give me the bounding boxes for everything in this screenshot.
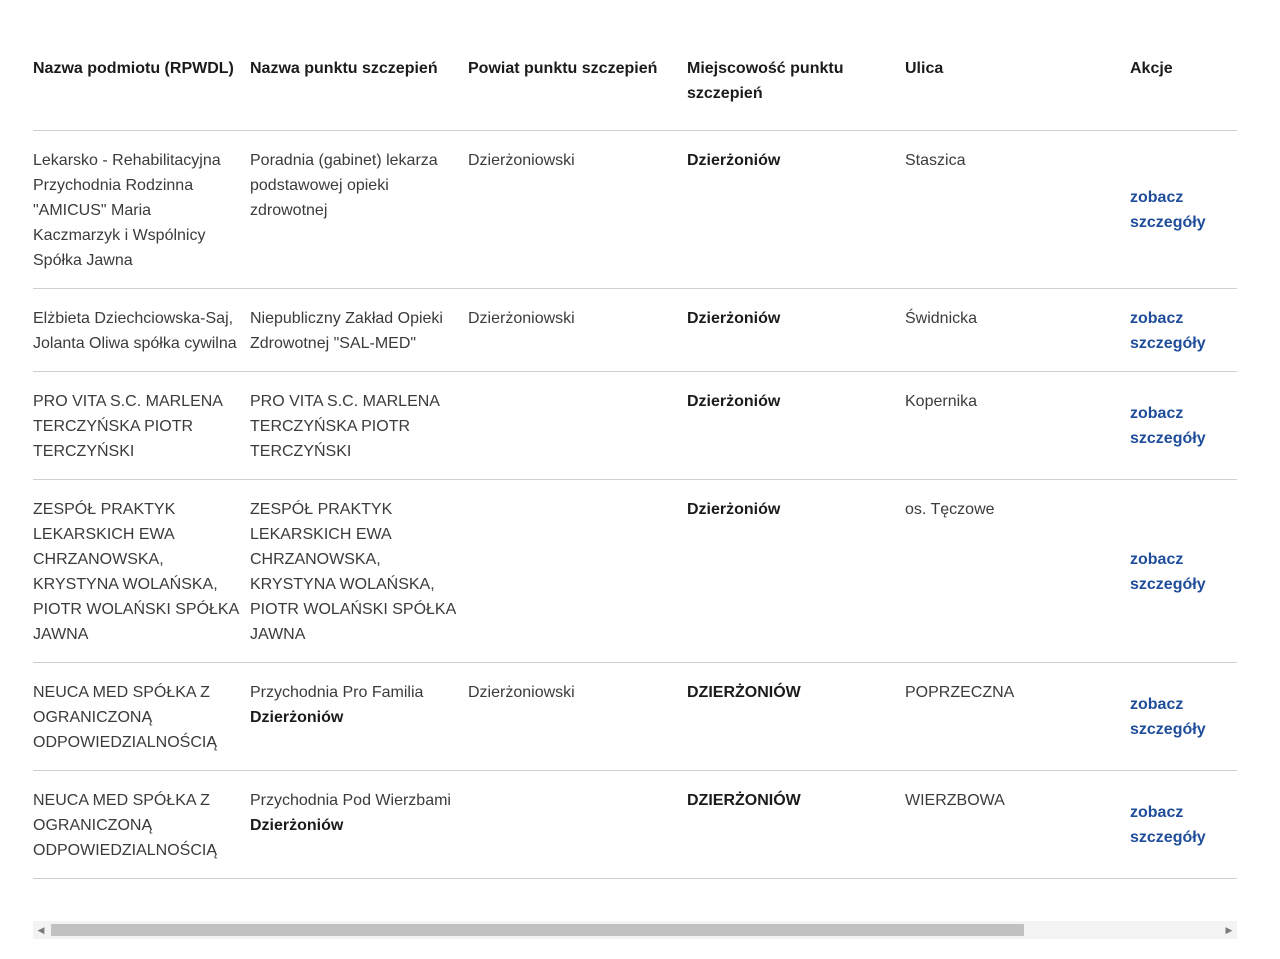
- cell-entity: Elżbieta Dziechciowska-Saj, Jolanta Oliwa spółka cywilna: [33, 288, 250, 371]
- cell-point-name: [250, 130, 468, 288]
- point-name-highlight: Dzierżoniów: [250, 816, 344, 834]
- cell-county: [468, 371, 687, 479]
- point-name-text: Przychodnia Pro Familia: [250, 683, 424, 701]
- cell-point-name: [250, 288, 468, 371]
- point-name-text: Poradnia (gabinet) lekarza podstawowej opieki zdrowotnej: [250, 151, 438, 219]
- cell-street: WIERZBOWA: [905, 770, 1105, 878]
- cell-street: POPRZECZNA: [905, 662, 1105, 770]
- vaccination-points-table-container: [33, 44, 1237, 879]
- cell-entity: NEUCA MED SPÓŁKA Z OGRANICZONĄ ODPOWIEDZIALNOŚCIĄ: [33, 770, 250, 878]
- cell-city: Dzierżoniów: [687, 130, 905, 288]
- cell-actions: [1105, 371, 1237, 479]
- cell-actions: [1105, 770, 1237, 878]
- point-name-text: ZESPÓŁ PRAKTYK LEKARSKICH EWA CHRZANOWSKA, KRYSTYNA WOLAŃSKA, PIOTR WOLAŃSKI SPÓŁKA JAWNA: [250, 500, 456, 643]
- cell-point-name: [250, 479, 468, 662]
- cell-actions: [1105, 662, 1237, 770]
- cell-entity: ZESPÓŁ PRAKTYK LEKARSKICH EWA CHRZANOWSKA, KRYSTYNA WOLAŃSKA, PIOTR WOLAŃSKI SPÓŁKA JAWNA: [33, 479, 250, 662]
- cell-entity: NEUCA MED SPÓŁKA Z OGRANICZONĄ ODPOWIEDZIALNOŚCIĄ: [33, 662, 250, 770]
- cell-street: os. Tęczowe: [905, 479, 1105, 662]
- cell-county: Dzierżoniowski: [468, 662, 687, 770]
- cell-county: Dzierżoniowski: [468, 288, 687, 371]
- cell-street: Staszica: [905, 130, 1105, 288]
- horizontal-scrollbar[interactable]: [33, 921, 1237, 939]
- column-header-actions: Akcje: [1105, 44, 1237, 130]
- cell-city: Dzierżoniów: [687, 288, 905, 371]
- cell-county: Dzierżoniowski: [468, 130, 687, 288]
- table-row: [33, 770, 1237, 878]
- scroll-right-arrow-icon[interactable]: ▶: [1225, 925, 1233, 935]
- details-link[interactable]: zobacz szczegóły: [1130, 189, 1206, 231]
- column-header-point-name: Nazwa punktu szczepień: [250, 44, 468, 130]
- point-name-text: Przychodnia Pod Wierzbami: [250, 791, 451, 809]
- scrollbar-thumb[interactable]: [51, 924, 1024, 936]
- cell-city: Dzierżoniów: [687, 371, 905, 479]
- cell-county: [468, 770, 687, 878]
- column-header-street: Ulica: [905, 44, 1105, 130]
- column-header-entity: Nazwa podmiotu (RPWDL): [33, 44, 250, 130]
- cell-street: Świdnicka: [905, 288, 1105, 371]
- cell-entity: Lekarsko - Rehabilitacyjna Przychodnia Rodzinna "AMICUS" Maria Kaczmarzyk i Wspólnicy Spółka Jawna: [33, 130, 250, 288]
- point-name-highlight: Dzierżoniów: [250, 708, 344, 726]
- table-row: [33, 479, 1237, 662]
- scroll-left-arrow-icon[interactable]: ◀: [37, 925, 45, 935]
- column-header-city: Miejscowość punktu szczepień: [687, 44, 905, 130]
- cell-point-name: [250, 770, 468, 878]
- cell-street: Kopernika: [905, 371, 1105, 479]
- point-name-text: Niepubliczny Zakład Opieki Zdrowotnej "SAL-MED": [250, 309, 443, 352]
- cell-actions: [1105, 479, 1237, 662]
- table-row: [33, 130, 1237, 288]
- cell-city: DZIERŻONIÓW: [687, 770, 905, 878]
- details-link[interactable]: zobacz szczegóły: [1130, 309, 1206, 352]
- cell-entity: PRO VITA S.C. MARLENA TERCZYŃSKA PIOTR TERCZYŃSKI: [33, 371, 250, 479]
- table-row: [33, 662, 1237, 770]
- column-header-county: Powiat punktu szczepień: [468, 44, 687, 130]
- details-link[interactable]: zobacz szczegóły: [1130, 405, 1206, 447]
- table-header-row: [33, 44, 1237, 130]
- cell-city: Dzierżoniów: [687, 479, 905, 662]
- vaccination-points-table: [33, 44, 1237, 879]
- details-link[interactable]: zobacz szczegóły: [1130, 696, 1206, 738]
- table-row: [33, 288, 1237, 371]
- point-name-text: PRO VITA S.C. MARLENA TERCZYŃSKA PIOTR TERCZYŃSKI: [250, 392, 440, 460]
- cell-city: DZIERŻONIÓW: [687, 662, 905, 770]
- details-link[interactable]: zobacz szczegóły: [1130, 804, 1206, 846]
- details-link[interactable]: zobacz szczegóły: [1130, 550, 1206, 593]
- cell-actions: [1105, 130, 1237, 288]
- cell-actions: [1105, 288, 1237, 371]
- table-row: [33, 371, 1237, 479]
- cell-point-name: [250, 662, 468, 770]
- cell-county: [468, 479, 687, 662]
- cell-point-name: [250, 371, 468, 479]
